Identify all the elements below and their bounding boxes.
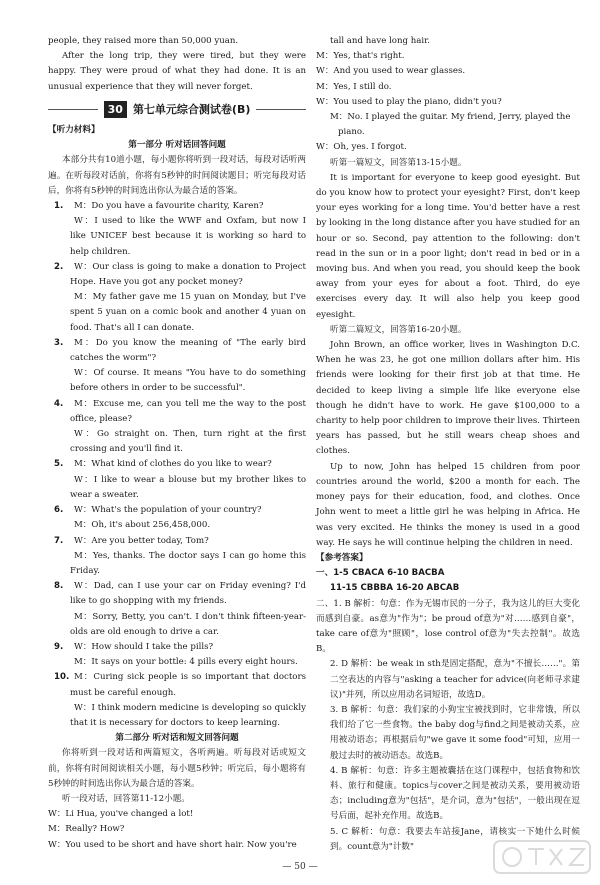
question-number: 4. [54,398,64,409]
dialog-line: W：Oh, yes. I forgot. [316,142,407,153]
dialog-line: W：You used to play the piano, didn't you? [316,96,502,107]
dialog-text: W：I used to like the WWF and Oxfam, but now I like UNICEF best because it is working so hard to help children. [70,216,306,257]
part1-title: 第一部分 听对话回答问题 [128,140,226,151]
dialog-text: M：My father gave me 15 yuan on Monday, but I've spent 5 yuan on a comic book and another 4 yuan on food. That's all I can donate. [70,292,306,333]
dialog-line [48,427,306,457]
answer-row-1: 一、1-5 CBACA 6-10 BACBA [316,568,445,579]
passage2-paragraph-1: John Brown, an office worker, lives in Washington D.C. When he was 23, he got one million dollars after him. His friends were looking for their first job at that time. He decided to keep living a simple life like everyone else though he didn't have to work. He gave $100,000 to a charity to help poor children to improve their lives. Thirteen years has passed, but he still wears cheap shoes and clothes. [316,340,580,457]
part2-title: 第二部分 听对话和短文回答问题 [115,733,239,744]
dialog-line [48,473,306,503]
answer-explanation: 4. B 解析：句意：许多主题被囊括在这门课程中，包括食物和饮料、旅行和健康。topics与cover之间是被动关系，要用被动语态；including意为"包括"，是介词，意为"包括"，一般出现在逗号后面，起补充作用。故选B。 [330,765,580,822]
dialog-line: M：Yes, that's right. [316,51,405,62]
question-number: 3. [54,337,64,348]
unit-number-badge: 30 [104,101,127,118]
dialog-line [48,397,306,427]
question-number: 9. [54,641,64,652]
dialog-line: W：You used to be short and have short hair. Now you're [48,839,297,850]
dialog-line [48,518,306,533]
dialog-line [48,610,306,640]
unit-title: 第七单元综合测试卷(B) [132,102,251,116]
dialog-line [48,701,306,731]
dialog-line [48,457,306,472]
dialog-line [48,640,306,655]
dialog-text: M：Do you know the meaning of "The early bird catches the worm"? [70,337,306,364]
dialog-line [48,503,306,518]
answer-explanation: 3. B 解析：句意：我们家的小狗宝宝被找到时，它非常饿，所以我们给了它一些食物。the baby dog与find之间是被动关系，应用被动语态；再根据后句"we gave it some food"可知，应用一般过去时的被动语态。故选B。 [330,704,580,761]
question-number: 2. [54,261,64,272]
dialog-text: W：How should I take the pills? [74,641,214,652]
explanation-list [316,597,580,855]
right-column [316,34,580,855]
dialog-line [48,670,306,700]
dialog-text: W：Are you better today, Tom? [74,535,209,546]
part2-instructions: 你将听到一段对话和两篇短文，各听两遍。听每段对话或短文前，你将有时间阅读相关小题，每小题5秒钟；听完后，每小题将有5秒钟的时间选出你认为最合适的答案。 [48,748,306,789]
answers-tag: 【参考答案】 [316,552,368,563]
question-number: 7. [54,535,64,546]
dialog-text: W：What's the population of your country? [74,505,262,516]
passage1-text: It is important for everyone to keep good eyesight. But do you know how to protect your eyesight? First, don't keep your eyes working for a long time. You'd better have a rest by looking in the long distance after you have studied for an hour or so. Second, pay attention to the following: don't read in the sun or in a poor light; don't read in bed or in a moving bus. And when you read, you should keep the book away from your eyes for about a foot. Third, do eye exercises every day. It will also help you keep good eyesight. [316,172,580,320]
dialog-line [48,549,306,579]
dialog-line: M：Really? How? [48,824,125,835]
dialog-text: M：Yes, thanks. The doctor says I can go home this Friday. [70,550,306,576]
dialog-line: W：And you used to wear glasses. [316,66,466,77]
dialog-list [48,199,306,731]
listening-materials-tag: 【听力材料】 [48,125,100,136]
intro-line-1: people, they raised more than 50,000 yuan. [48,36,239,46]
question-number: 6. [54,505,64,516]
dialog-line [48,199,306,214]
unit-header [48,101,306,118]
dialog-line [48,336,306,366]
passage1-prompt: 听第一篇短文，回答第13-15小题。 [330,157,467,168]
dialog-text: M：What kind of clothes do you like to wear? [74,459,272,470]
dialog-line [48,534,306,549]
dialog-text: W：Dad, can I use your car on Friday evening? I'd like to go shopping with my friends. [70,581,306,607]
dialog-line [48,579,306,609]
dialog-text: W：Our class is going to make a donation to Project Hope. Have you got any pocket money? [70,261,306,288]
dialog-continuation: tall and have long hair. [330,36,431,46]
answer-explanation: 5. C 解析：句意：我要去车站接Jane，请核实一下她什么时候到。count意为"计数" [330,826,580,852]
dialog-line [48,214,306,260]
dialog-text: M：Excuse me, can you tell me the way to the post office, please? [70,398,306,424]
dialog-text: W：Go straight on. Then, turn right at the first crossing and you'll find it. [70,429,306,455]
dialog-line [48,655,306,670]
page-number: — 50 — [282,862,318,872]
answer-explanation: 2. D 解析：be weak in sth是固定搭配，意为"不擅长……"。第二空表达的内容与"asking a teacher for advice(向老师寻求建议)"并列，所以应用动名词短语，故选D。 [330,659,580,700]
left-column [48,34,306,853]
dialog-line: M：Yes, I still do. [316,81,392,92]
passage2-prompt: 听第二篇短文，回答第16-20小题。 [330,324,467,335]
question-number: 1. [54,201,64,212]
dialog-text: M：Sorry, Betty, you can't. I don't think fifteen-year-olds are old enough to drive a car. [70,611,306,637]
header-rule-right [256,109,306,110]
dialog-line: M：No. I played the guitar. My friend, Jerry, played the piano. [330,112,571,138]
dialog-line [48,260,306,290]
dialog-line [48,290,306,336]
dialog-line [48,366,306,396]
dialog-text: M：Oh, it's about 256,458,000. [74,520,211,531]
part1-instructions: 本部分共有10道小题，每小题你将听到一段对话，每段对话听两遍。在听每段对话前，你将有5秒钟的时间阅读题目；听完每段对话后，你将有5秒钟的时间选出你认为最合适的答案。 [48,155,306,196]
dialog-text: W：I think modern medicine is developing so quickly that it is necessary for doctors to keep learning. [70,702,306,728]
intro-paragraph: After the long trip, they were tired, but they were happy. They were proud of what they had done. It is an unusual experience that they will never forget. [48,51,306,92]
answer-row-2: 11-15 CBBBA 16-20 ABCAB [330,583,460,594]
dialog-text: W：I like to wear a blouse but my brother likes to wear a sweater. [70,474,306,500]
question-number: 8. [54,581,64,592]
question-number: 10. [54,672,70,683]
dialog-text: M：Do you have a favourite charity, Karen? [74,201,264,212]
dialog-text: M：Curing sick people is so important that doctors must be careful enough. [70,672,306,698]
site-watermark-logo [492,837,592,877]
dialog-text: M：It says on your bottle: 4 pills every eight hours. [74,657,298,668]
dialog-line: W：Li Hua, you've changed a lot! [48,809,194,820]
passage2-paragraph-2: Up to now, John has helped 15 children from poor countries around the world, $200 a month for each. The money pays for their education, food, and clothes. Once John went to meet a little girl he was helping in Africa. He was very excited. He thinks the money is used in a good way. He says he will continue helping the children in need. [316,461,580,548]
dialog-text: W：Of course. It means "You have to do something before others in order to be successful". [70,368,306,394]
dialog-question-prompt: 听一段对话，回答第11-12小题。 [62,793,190,804]
header-rule-left [48,109,98,110]
answer-explanation: 二、1. B 解析：句意：作为无锡市民的一分子，我为这儿的巨大变化而感到自豪。as意为"作为"；be proud of意为"对……感到自豪"，take care of意为"照顾"，lose control of意为"失去控制"。故选B。 [316,598,580,655]
question-number: 5. [54,459,64,470]
